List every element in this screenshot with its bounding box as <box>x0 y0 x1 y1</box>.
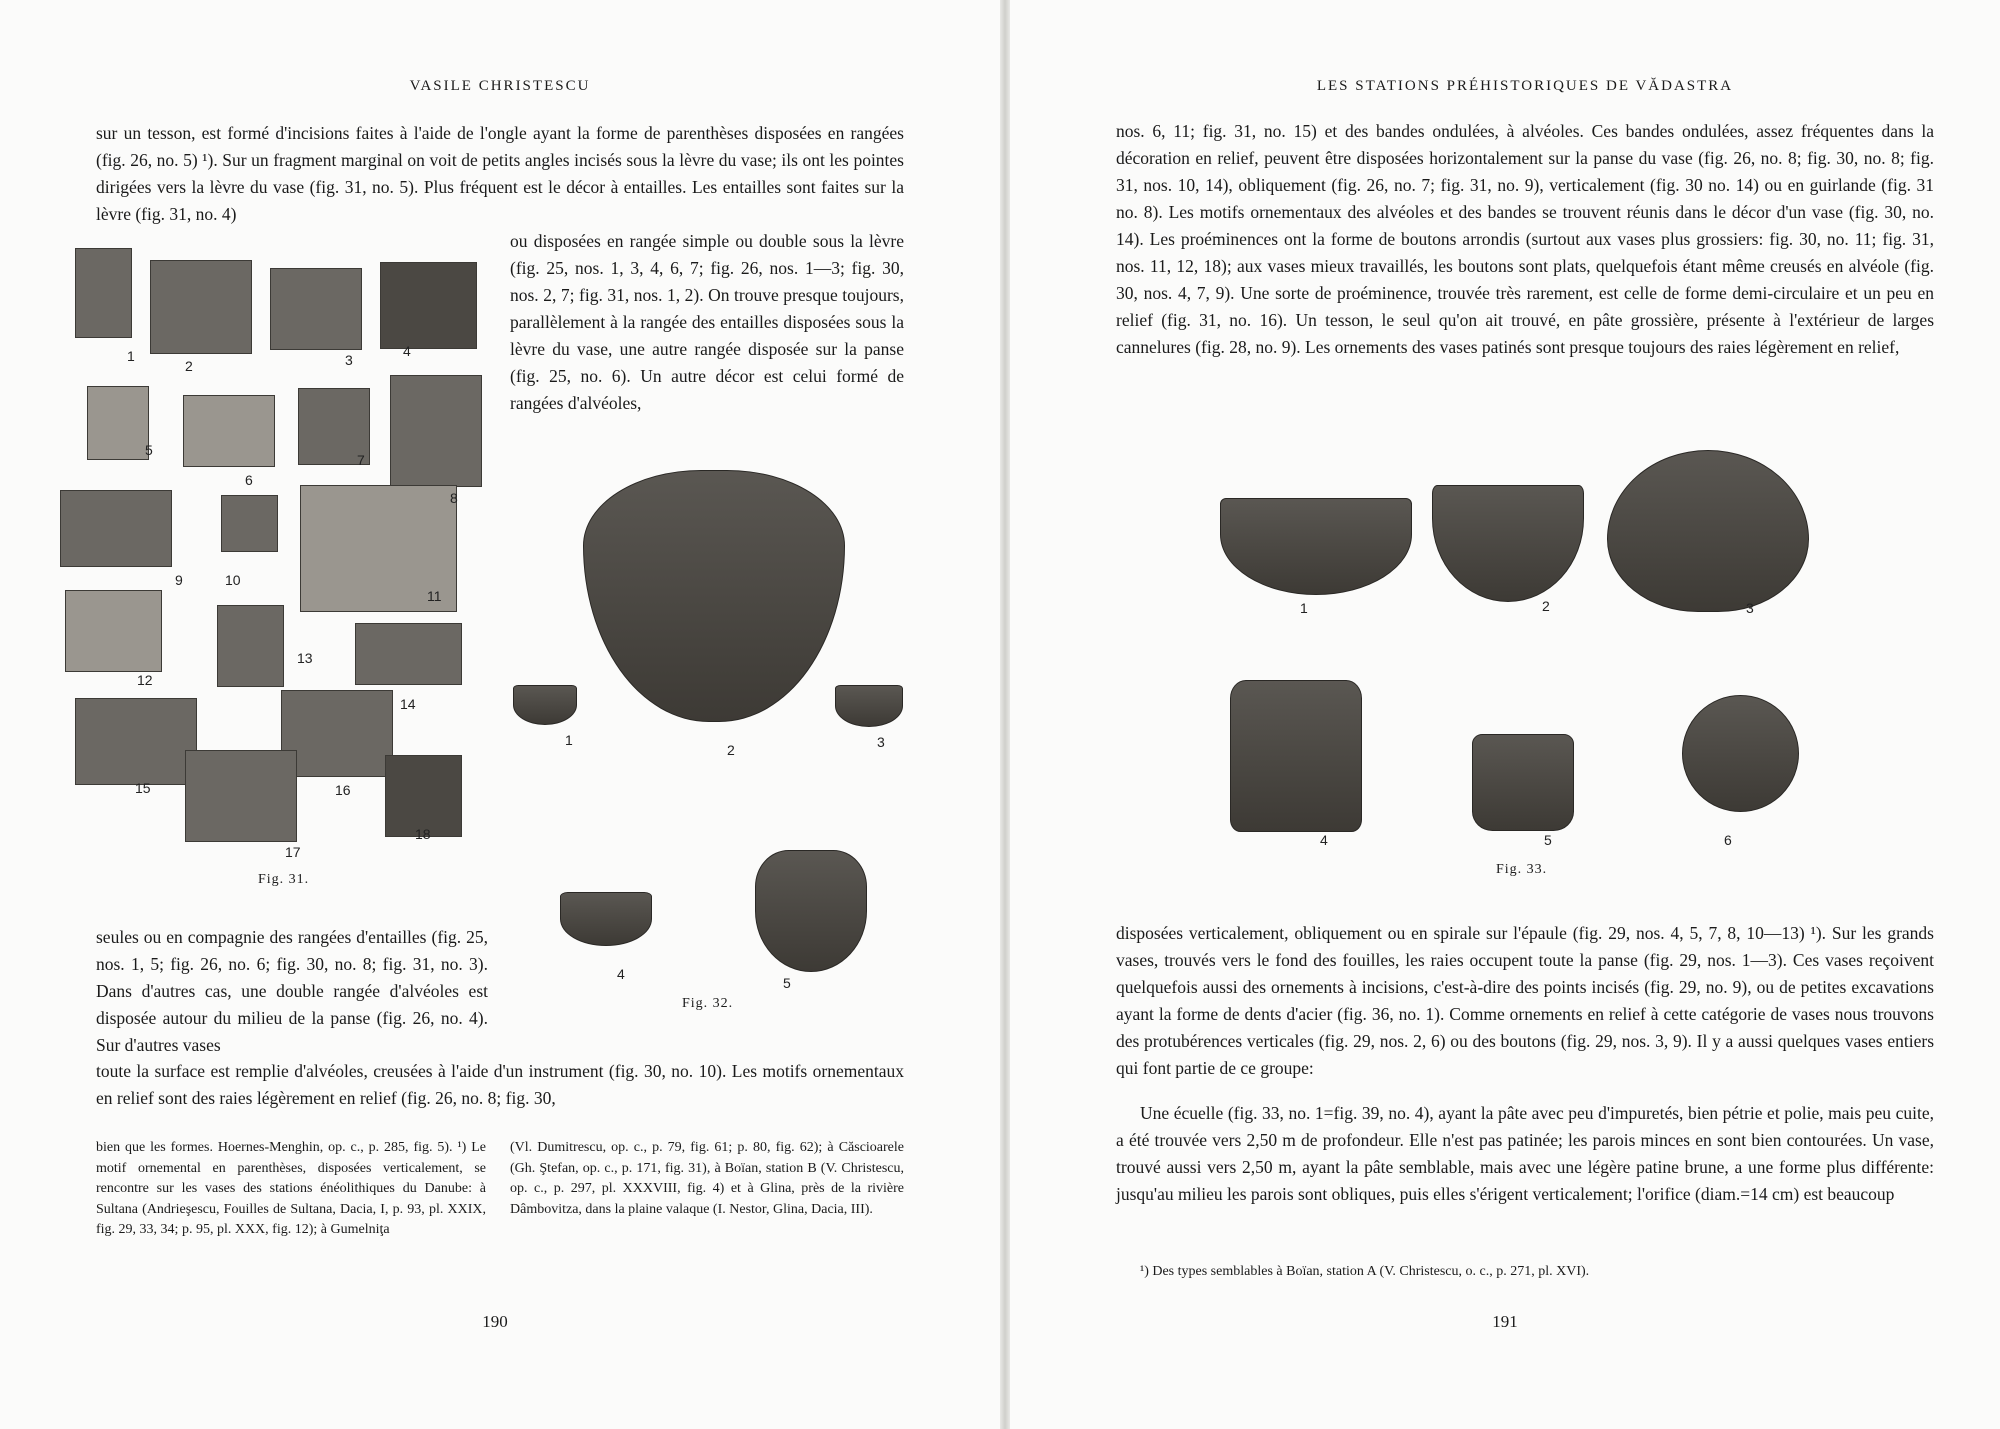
figure-label: 17 <box>285 844 301 860</box>
figure-label: 5 <box>783 975 791 991</box>
bowl <box>1220 498 1412 595</box>
figure-33-plate <box>1220 450 1870 870</box>
bowl <box>1432 485 1584 602</box>
spiral-decorated-vase <box>1607 450 1809 612</box>
sherd <box>390 375 482 487</box>
figure-label: 12 <box>137 672 153 688</box>
paragraph: seules ou en compagnie des rangées d'entailles (fig. 25, nos. 1, 5; fig. 26, no. 6; fig. 30, no. 8; fig. 31, no. 3). Dans d'autres cas, une double rangée d'alvéoles est disposée autour du milieu de la panse (fig. 26, no. 4). Sur d'autres vases <box>96 927 488 1055</box>
paragraph: toute la surface est remplie d'alvéoles, creusées à l'aide d'un instrument (fig. 30, no. 10). Les motifs ornementaux en relief sont des raies légèrement en relief (fig. 26, no. 8; fig. 30, <box>96 1061 904 1108</box>
figure-32-plate <box>505 460 945 1020</box>
figure-label: 5 <box>1544 832 1552 848</box>
figure-label: 3 <box>877 734 885 750</box>
small-bowl <box>513 685 577 725</box>
book-gutter <box>1000 0 1010 1429</box>
sherd <box>150 260 252 354</box>
page-number: 190 <box>482 1312 508 1331</box>
sherd <box>60 490 172 567</box>
sherd <box>87 386 149 460</box>
figure-label: 16 <box>335 782 351 798</box>
figure-label: 4 <box>1320 832 1328 848</box>
sherd <box>385 755 462 837</box>
figure-label: 1 <box>127 348 135 364</box>
paragraph: ou disposées en rangée simple ou double sous la lèvre (fig. 25, nos. 1, 3, 4, 6, 7; fig. 26, nos. 1—3; fig. 30, nos. 2, 7; fig. 31, nos. 1, 2). On trouve presque toujours, parallèlement à la rangée des entailles disposées sous la lèvre du vase, une autre rangée disposée sur la panse (fig. 25, no. 6). Un autre décor est celui formé de rangées d'alvéoles, <box>510 231 904 413</box>
small-cup <box>560 892 652 946</box>
sherd <box>217 605 284 687</box>
figure-33-caption: Fig. 33. <box>1496 862 1548 877</box>
figure-label: 2 <box>185 358 193 374</box>
round-pot <box>1682 695 1799 812</box>
figure-label: 1 <box>1300 600 1308 616</box>
figure-label: 5 <box>145 442 153 458</box>
pedestal-vessel <box>1230 680 1362 832</box>
small-bowl <box>835 685 903 727</box>
figure-label: 8 <box>450 490 458 506</box>
paragraph: sur un tesson, est formé d'incisions faites à l'aide de l'ongle ayant la forme de parenthèses disposées en rangées (fig. 26, no. 5) ¹). Sur un fragment marginal on voit de petits angles incisés sous la lèvre du vase; ils ont les pointes dirigées vers la lèvre du vase (fig. 31, no. 5). Plus fréquent est le décor à entailles. Les entailles sont faites sur la lèvre (fig. 31, no. 4) <box>96 123 904 224</box>
sherd <box>380 262 477 349</box>
figure-31-caption: Fig. 31. <box>258 872 310 887</box>
right-page <box>1010 0 2000 1429</box>
sherd <box>281 690 393 777</box>
figure-label: 13 <box>297 650 313 666</box>
footnote: ¹) Des types semblables à Boïan, station A (V. Christescu, o. c., p. 271, pl. XVI). <box>1140 1264 1590 1279</box>
small-cup <box>1472 734 1574 831</box>
running-head: LES STATIONS PRÉHISTORIQUES DE VĂDASTRA <box>1316 78 1734 94</box>
sherd <box>75 248 132 338</box>
footnote: bien que les formes. Hoernes-Menghin, op. c., p. 285, fig. 5). ¹) Le motif ornemental en parenthèses, disposées verticalement, se rencontre sur les vases des stations énéolithiques du Danube: à Sultana (Andrieşescu, Fouilles de Sultana, Dacia, I, p. 93, pl. XXIX, fig. 29, 33, 34; p. 95, pl. XXX, fig. 12); à Gumelniţa <box>96 1140 486 1237</box>
figure-label: 18 <box>415 826 431 842</box>
figure-31-plate <box>55 240 495 880</box>
figure-32-caption: Fig. 32. <box>682 996 734 1011</box>
figure-label: 11 <box>427 588 442 604</box>
sherd <box>185 750 297 842</box>
figure-label: 4 <box>403 343 411 359</box>
handled-jug <box>755 850 867 972</box>
paragraph: Une écuelle (fig. 33, no. 1=fig. 39, no. 4), ayant la pâte avec peu d'impuretés, bien pétrie et polie, mais peu cuite, a été trouvée vers 2,50 m de profondeur. Elle n'est pas patinée; les parois minces en sont bien contourées. Un vase, trouvé aussi vers 2,50 m, ayant la pâte semblable, mais avec une légère patine brune, a une forme plus différente: jusqu'au milieu les parois sont obliques, puis elles s'érigent verticalement; l'orifice (diam.=14 cm) est beaucoup <box>1116 1103 1934 1204</box>
sherd <box>75 698 197 785</box>
figure-label: 15 <box>135 780 151 796</box>
sherd <box>221 495 278 552</box>
sherd <box>65 590 162 672</box>
figure-label: 9 <box>175 572 183 588</box>
paragraph: disposées verticalement, obliquement ou en spirale sur l'épaule (fig. 29, nos. 4, 5, 7, 8, 10—13) ¹). Sur les grands vases, trouvés vers le fond des fouilles, les raies occupent toute la panse (fig. 29, nos. 1—3). Ces vases reçoivent quelquefois aussi des ornements à incisions, c'est-à-dire des points incisés (fig. 29, no. 9), ou de petites excavations ayant la forme de dents d'acier (fig. 36, no. 1). Comme ornements en relief à cette catégorie de vases nous trouvons des protubérences verticales (fig. 29, nos. 2, 6) ou des boutons (fig. 29, nos. 3, 9). Il y a aussi quelques vases entiers qui font partie de ce groupe: <box>1116 923 1934 1078</box>
figure-label: 4 <box>617 966 625 982</box>
footnote: (Vl. Dumitrescu, op. c., p. 79, fig. 61; p. 80, fig. 62); à Căscioarele (Gh. Ştefan, op. c., p. 171, fig. 31), à Boïan, station B (V. Christescu, op. c., p. 297, pl. XXXVIII, fig. 4) et à Glina, près de la rivière Dâmbovitza, dans la plaine valaque (I. Nestor, Glina, Dacia, III). <box>510 1140 904 1217</box>
sherd <box>270 268 362 350</box>
figure-label: 2 <box>1542 598 1550 614</box>
figure-label: 14 <box>400 696 416 712</box>
sherd <box>355 623 462 685</box>
paragraph: nos. 6, 11; fig. 31, no. 15) et des bandes ondulées, à alvéoles. Ces bandes ondulées, assez fréquentes dans la décoration en relief, peuvent être disposées horizontalement sur la panse du vase (fig. 26, no. 8; fig. 30, no. 8; fig. 31, nos. 10, 14), obliquement (fig. 26, no. 7; fig. 31, no. 9), verticalement (fig. 30 no. 14) ou en guirlande (fig. 31 no. 8). Les motifs ornementaux des alvéoles et des bandes se trouvent réunis dans le décor d'un vase (fig. 30, no. 14). Les proéminences ont la forme de boutons arrondis (surtout aux vases plus grossiers: fig. 30, no. 11; fig. 31, nos. 11, 12, 18); aux vases mieux travaillés, les boutons sont plats, quelquefois étant même creusés en alvéole (fig. 30, nos. 4, 7, 9). Une sorte de proéminence, trouvée très rarement, est celle de forme demi-circulaire et un peu en relief (fig. 31, no. 16). Un tesson, le seul qu'on ait trouvé, en pâte grossière, présente à l'extérieur de larges cannelures (fig. 28, no. 9). Les ornements des vases patinés sont presque toujours des raies légèrement en relief, <box>1116 121 1934 357</box>
figure-label: 6 <box>1724 832 1732 848</box>
large-vase <box>583 470 845 722</box>
figure-label: 7 <box>357 452 365 468</box>
figure-label: 10 <box>225 572 241 588</box>
page-number: 191 <box>1492 1312 1518 1331</box>
figure-label: 2 <box>727 742 735 758</box>
figure-label: 3 <box>1746 600 1754 616</box>
figure-label: 6 <box>245 472 253 488</box>
sherd <box>183 395 275 467</box>
figure-label: 3 <box>345 352 353 368</box>
figure-label: 1 <box>565 732 573 748</box>
running-head: VASILE CHRISTESCU <box>409 78 591 94</box>
